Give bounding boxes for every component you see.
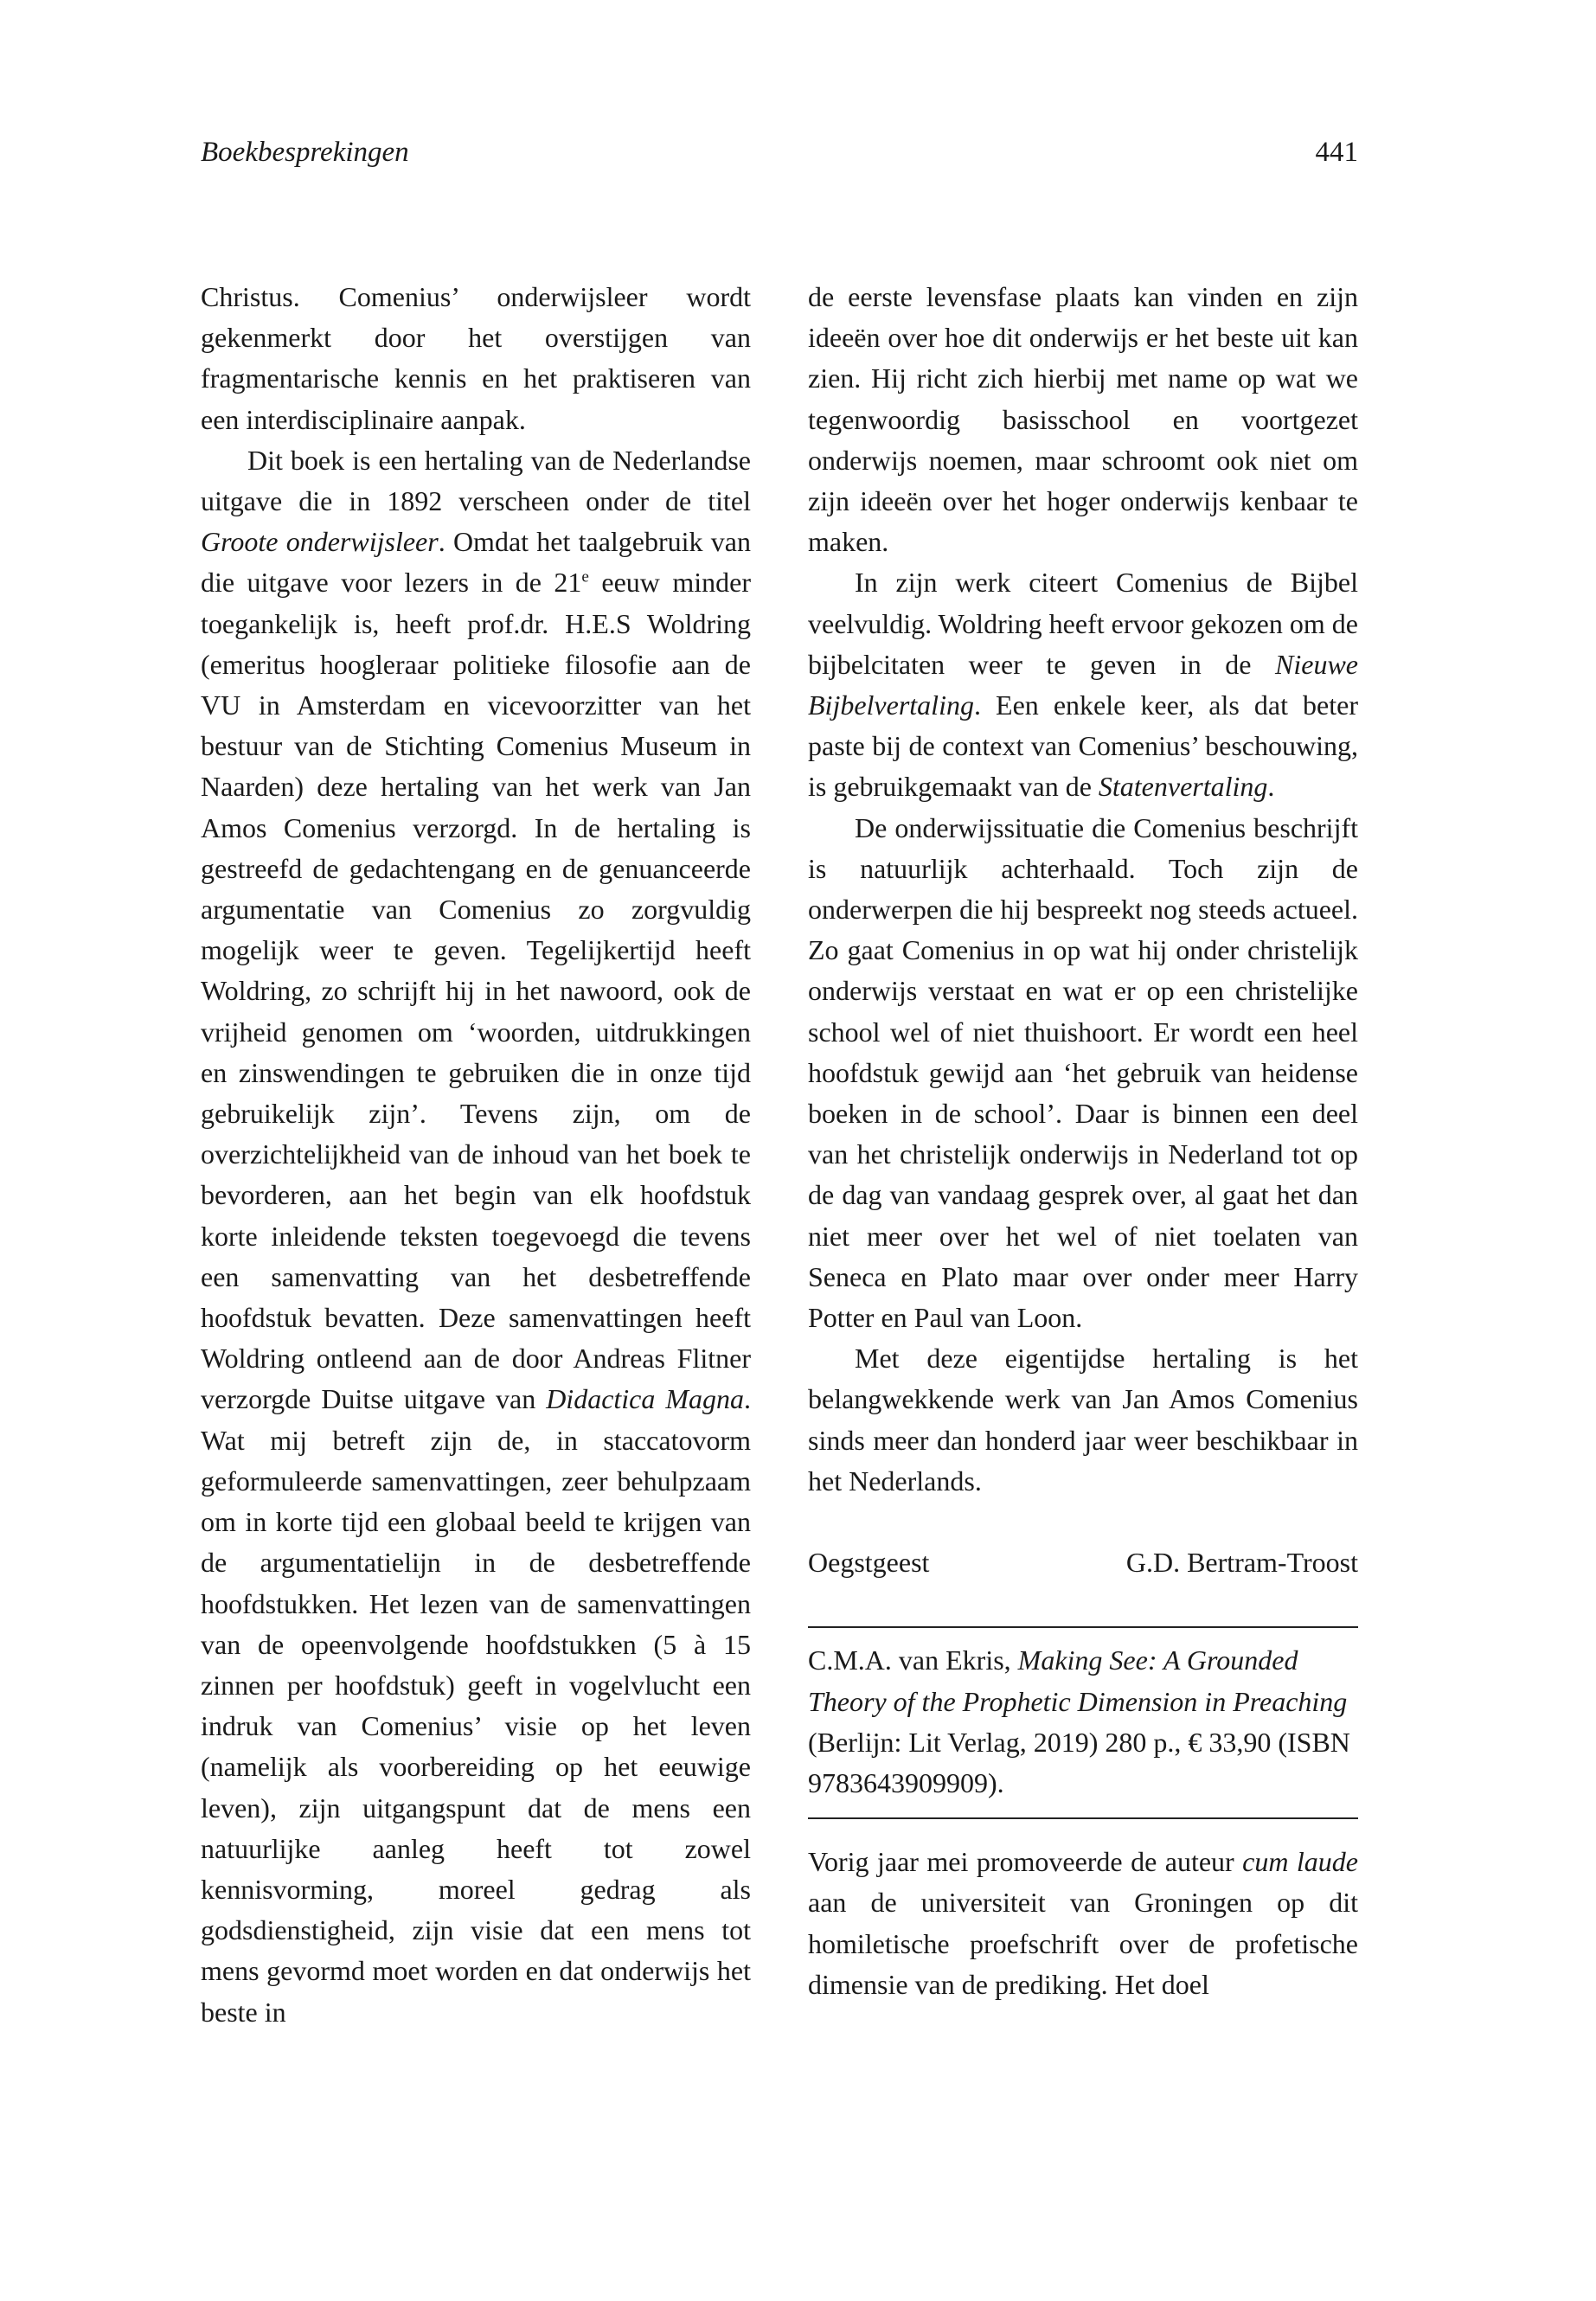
paragraph-text: De onderwijssituatie die Comenius beschrijft is natuurlijk achterhaald. Toch zijn de onderwerpen die hij bespreekt nog steeds actueel. Zo gaat Comenius in op wat hij onder christelijk onderwijs verstaat en wat er op een christelijke school wel of niet thuishoort. Er wordt een heel hoofdstuk gewijd aan ‘het gebruik van heidense boeken in de school’. Daar is binnen een deel van het christelijk onderwijs in Nederland tot op de dag van vandaag gesprek over, al gaat het dan niet meer over het wel of niet toelaten van Seneca en Plato maar over onder meer Harry Potter en Paul van Loon.: [808, 811, 1358, 1334]
paragraph-text: In zijn werk citeert Comenius de Bijbel veelvuldig. Woldring heeft ervoor gekozen om de bijbelcitaten weer te geven in de: [808, 567, 1358, 680]
review-signature: [808, 1542, 1358, 1583]
bible-translation-title: Nieuwe Bijbelvertaling: [808, 648, 1358, 721]
paragraph-text: Dit boek is een hertaling van de Nederlandse uitgave die in 1892 verscheen onder de titel: [201, 444, 751, 517]
right-column: [808, 277, 1358, 2005]
paragraph: [201, 277, 751, 440]
paragraph-text: Met deze eigentijdse hertaling is het belangwekkende werk van Jan Amos Comenius sinds meer dan honderd jaar weer beschikbaar in het Nederlands.: [808, 1343, 1358, 1497]
paragraph-text: . Een enkele keer, als dat beter paste bij de context van Comenius’ beschouwing, is gebruikgemaakt van de: [808, 689, 1358, 803]
divider: [808, 1817, 1358, 1819]
signature-place: Oegstgeest: [808, 1547, 930, 1579]
section-title: Boekbesprekingen: [201, 137, 409, 168]
page-number: 441: [1315, 137, 1358, 168]
biblio-title: Making See: A Grounded Theory of the Prophetic Dimension in Preaching: [808, 1644, 1348, 1717]
paragraph-text: .: [1267, 771, 1275, 803]
book-title: Didactica Magna: [546, 1383, 745, 1415]
biblio-details: (Berlijn: Lit Verlag, 2019) 280 p., € 33,90 (ISBN 9783643909909).: [808, 1726, 1350, 1798]
paragraph-text: eeuw minder toegankelijk is, heeft prof.dr. H.E.S Woldring (emeritus hoogleraar politieke filosofie aan de VU in Amsterdam en vicevoorzitter van het bestuur van de Stichting Comenius Museum in Naarden) deze hertaling van het werk van Jan Amos Comenius verzorgd. In de hertaling is gestreefd de gedachtengang en de genuanceerde argumentatie van Comenius zo zorgvuldig mogelijk weer te geven. Tegelijkertijd heeft Woldring, zo schrijft hij in het nawoord, ook de vrijheid genomen om ‘woorden, uitdrukkingen en zinswendingen te gebruiken die in onze tijd gebruikelijk zijn’. Tevens zijn, om de overzichtelijkheid van de inhoud van het boek te bevorderen, aan het begin van elk hoofdstuk korte inleidende teksten toegevoegd die tevens een samenvatting van het desbetreffende hoofdstuk bevatten. Deze samenvattingen heeft Woldring ontleend aan de door Andreas Flitner verzorgde Duitse uitgave van: [201, 567, 752, 1415]
paragraph: [808, 1842, 1358, 2005]
book-title: Groote onderwijsleer: [201, 526, 439, 558]
latin-phrase: cum laude: [1242, 1846, 1359, 1878]
bible-translation-title: Statenvertaling: [1098, 771, 1268, 803]
paragraph: [201, 440, 751, 2033]
bibliographic-entry: [808, 1628, 1358, 1817]
paragraph-text: . Wat mij betreft zijn de, in staccatovorm geformuleerde samenvattingen, zeer behulpzaam om in korte tijd een globaal beeld te krijgen van de argumentatielijn in de desbetreffende hoofdstukken. Het lezen van de samenvattingen van de opeenvolgende hoofdstukken (5 à 15 zinnen per hoofdstuk) geeft in vogelvlucht een indruk van Comenius’ visie op het leven (namelijk als voorbereiding op het eeuwige leven), zijn uitgangspunt dat de mens een natuurlijke aanleg heeft tot zowel kennisvorming, moreel gedrag als godsdienstigheid, zijn visie dat een mens tot mens gevormd moet worden en dat onderwijs het beste in: [201, 1383, 752, 2028]
paragraph-text: Christus. Comenius’ onderwijsleer wordt gekenmerkt door het overstijgen van fragmentarische kennis en het praktiseren van een interdisciplinaire aanpak.: [201, 281, 751, 435]
superscript: e: [581, 567, 589, 586]
paragraph-text: aan de universiteit van Groningen op dit homiletische proefschrift over de profetische dimensie van de prediking. Het doel: [808, 1887, 1358, 2000]
paragraph: [808, 808, 1358, 1339]
left-column: [201, 277, 751, 2033]
running-head: [201, 137, 1358, 180]
paragraph-text: de eerste levensfase plaats kan vinden en zijn ideeën over hoe dit onderwijs er het beste uit kan zien. Hij richt zich hierbij met name op wat we tegenwoordig basisschool en voortgezet onderwijs noemen, maar schroomt ook niet om zijn ideeën over het hoger onderwijs kenbaar te maken.: [808, 281, 1358, 558]
paragraph: [808, 1338, 1358, 1502]
paragraph: [808, 277, 1358, 562]
paragraph-text: Vorig jaar mei promoveerde de auteur: [808, 1846, 1243, 1878]
signature-name: G.D. Bertram-Troost: [1125, 1547, 1358, 1579]
biblio-author: C.M.A. van Ekris,: [808, 1644, 1018, 1676]
paragraph-text: . Omdat het taalgebruik van die uitgave voor lezers in de 21: [201, 526, 752, 599]
paragraph: [808, 562, 1358, 807]
